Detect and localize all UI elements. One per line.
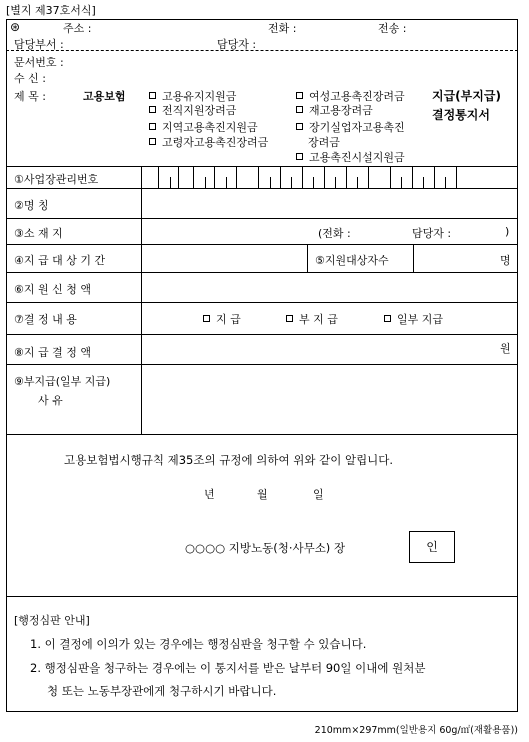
checkbox-icon <box>149 138 156 145</box>
row-divider <box>6 244 518 245</box>
recipient-label: 수 신 : <box>14 72 46 85</box>
checkbox-icon <box>286 315 293 322</box>
seal-box: 인 <box>409 531 455 563</box>
decided-amount-label: ⑧지 급 결 정 액 <box>14 346 91 359</box>
cell-divider <box>413 244 414 272</box>
label-column-divider <box>141 166 142 434</box>
fax-label: 전송 : <box>378 22 407 35</box>
row-divider <box>6 334 518 335</box>
subsidy-checkbox[interactable]: 장기실업자고용촉진 <box>296 119 405 135</box>
date-year: 년 <box>204 488 215 501</box>
decision-option-pay[interactable]: 지 급 <box>203 311 241 327</box>
subject-label: 제 목 : <box>14 90 46 103</box>
appeal-item-2-line2: 청 또는 노동부장관에게 청구하시기 바랍니다. <box>47 684 277 698</box>
phone-label: 전화 : <box>268 22 297 35</box>
row-divider <box>6 364 518 365</box>
issuer-name: ○○○○ 지방노동(청·사무소) 장 <box>185 541 346 555</box>
cell-divider <box>307 244 308 272</box>
subsidy-checkbox[interactable]: 전직지원장려금 <box>149 102 236 118</box>
row-divider <box>6 218 518 219</box>
row-divider <box>6 188 518 189</box>
employment-insurance-label: 고용보험 <box>83 90 126 103</box>
checkbox-icon <box>384 315 391 322</box>
row-divider <box>6 434 518 435</box>
row-divider <box>6 272 518 273</box>
won-unit: 원 <box>500 342 511 355</box>
reason-label-line2: 사 유 <box>38 394 63 407</box>
subsidy-label-continued: 장려금 <box>308 136 340 149</box>
decision-option-nonpay[interactable]: 부 지 급 <box>286 311 338 327</box>
appeal-item-2-line1: 2. 행정심판을 청구하는 경우에는 이 통지서를 받은 날부터 90일 이내에 원처분 <box>30 661 426 675</box>
location-person-label: 담당자 : <box>412 227 452 240</box>
location-close-paren: ) <box>505 225 510 238</box>
target-count-label: ⑤지원대상자수 <box>315 254 389 267</box>
subsidy-checkbox[interactable]: 고령자고용촉진장려금 <box>149 134 268 150</box>
address-label: 주소 : <box>63 22 92 35</box>
header-divider <box>6 50 518 51</box>
subsidy-checkbox[interactable]: 지역고용촉진지원금 <box>149 119 258 135</box>
decision-label: ⑦결 정 내 용 <box>14 313 77 326</box>
applied-amount-label: ⑥지 원 신 청 액 <box>14 283 91 296</box>
notice-title-line1: 지급(부지급) <box>432 89 501 103</box>
legal-statement: 고용보험법시행규칙 제35조의 규정에 의하여 위와 같이 알립니다. <box>64 453 394 467</box>
notice-title-line2: 결정통지서 <box>432 108 490 122</box>
person-in-charge-label: 담당자 : <box>217 38 257 51</box>
business-number-label: ①사업장관리번호 <box>14 173 99 186</box>
checkbox-icon <box>149 123 156 130</box>
target-count-unit: 명 <box>500 254 511 267</box>
checkbox-icon <box>296 123 303 130</box>
department-label: 담당부서 : <box>14 38 64 51</box>
date-day: 일 <box>313 488 324 501</box>
appeal-heading: [행정심판 안내] <box>14 614 90 627</box>
business-name-label: ②명 칭 <box>14 199 49 212</box>
appeal-item-1: 1. 이 결정에 이의가 있는 경우에는 행정심판을 청구할 수 있습니다. <box>30 637 367 651</box>
location-label: ③소 재 지 <box>14 227 63 240</box>
form-number-tag: [별지 제37호서식] <box>6 4 96 17</box>
row-divider <box>6 596 518 597</box>
payment-period-label: ④지 급 대 상 기 간 <box>14 254 106 267</box>
subsidy-checkbox[interactable]: 고용촉진시설지원금 <box>296 149 405 165</box>
checkbox-icon <box>296 92 303 99</box>
seal-mark-icon: ⊛ <box>10 20 21 34</box>
date-month: 월 <box>257 488 268 501</box>
checkbox-icon <box>149 106 156 113</box>
checkbox-icon <box>149 92 156 99</box>
decision-option-partial[interactable]: 일부 지급 <box>384 311 443 327</box>
paper-spec-footer: 210mm×297mm(일반용지 60g/㎡(재활용품)) <box>314 725 518 736</box>
subsidy-checkbox[interactable]: 고용유지지원금 <box>149 88 236 104</box>
location-phone-label: (전화 : <box>318 227 351 240</box>
subsidy-checkbox[interactable]: 재고용장려금 <box>296 102 373 118</box>
checkbox-icon <box>296 153 303 160</box>
doc-number-label: 문서번호 : <box>14 56 64 69</box>
reason-label-line1: ⑨부지급(일부 지급) <box>14 375 111 388</box>
subsidy-checkbox[interactable]: 여성고용촉진장려금 <box>296 88 405 104</box>
row-divider <box>6 166 518 167</box>
checkbox-icon <box>296 106 303 113</box>
row-divider <box>6 302 518 303</box>
checkbox-icon <box>203 315 210 322</box>
